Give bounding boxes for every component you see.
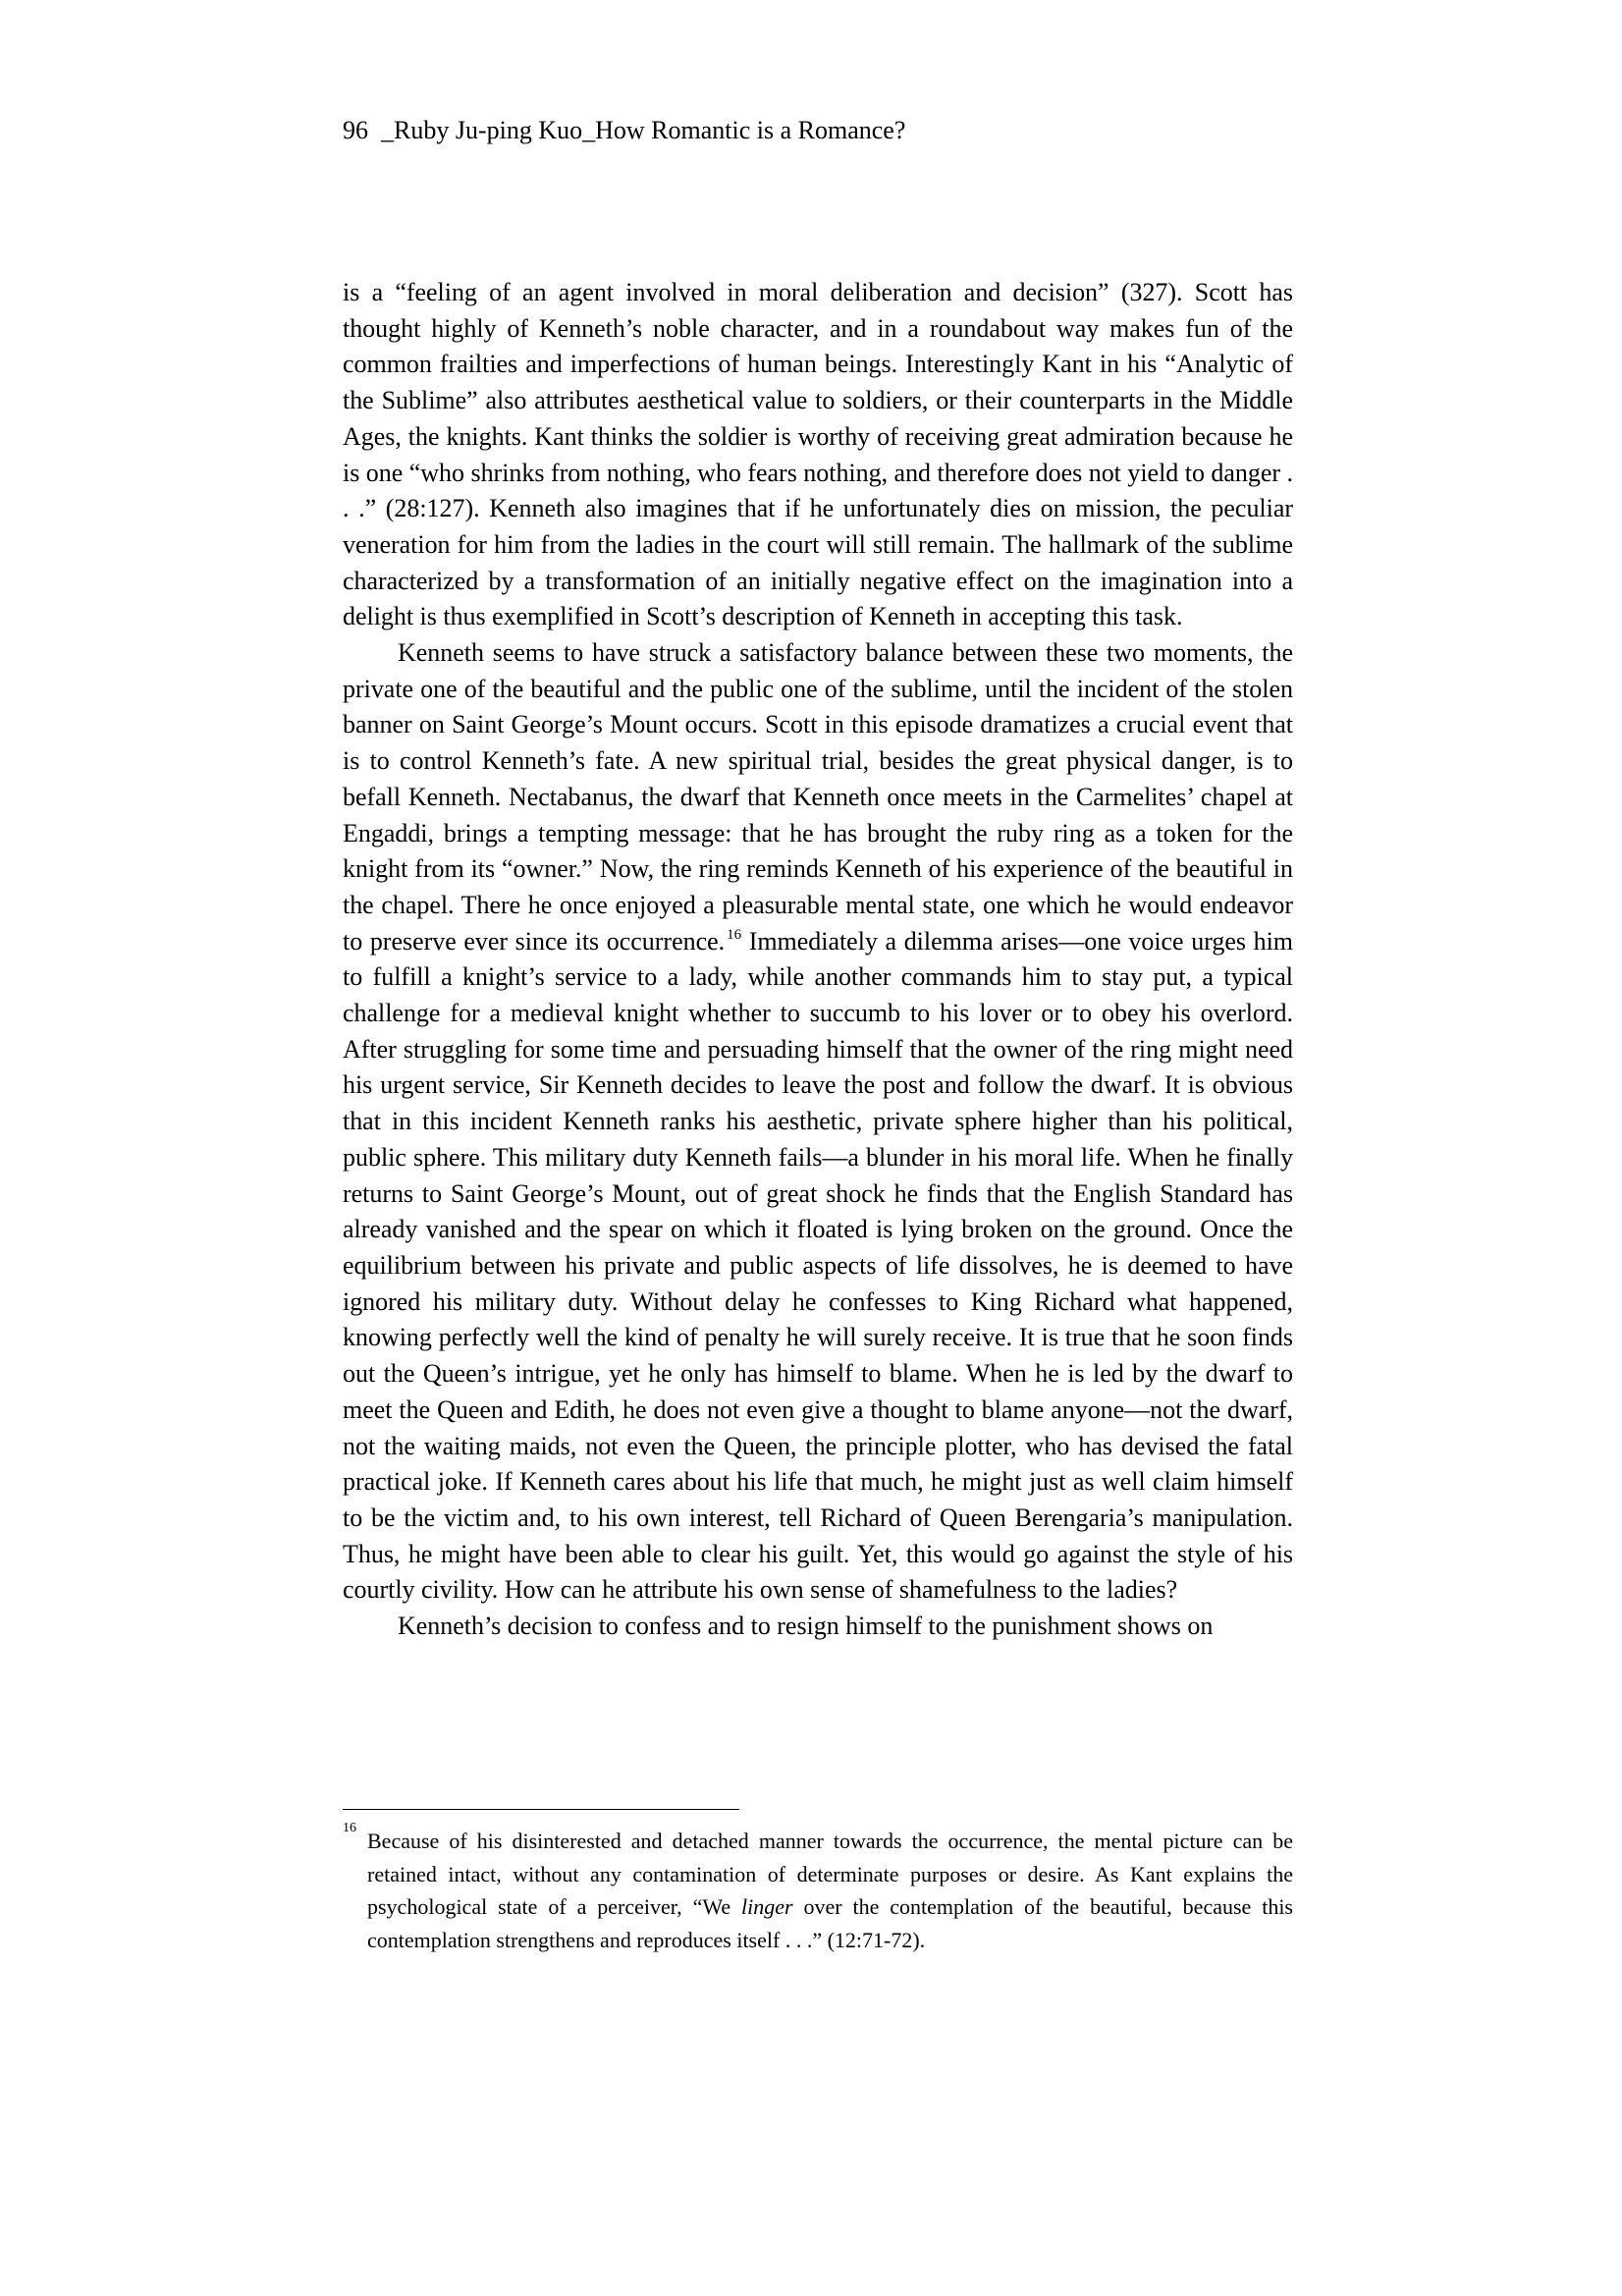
paragraph-2-text-a: Kenneth seems to have struck a satisfactory balance between these two moments, the private one of the beautiful and the public one of the sublime, until the incident of the stolen banner on Saint George’s Mount occurs. Scott in this episode dramatizes a crucial event that is to control Kenneth’s fate. A new spiritual trial, besides the great physical danger, is to befall Kenneth. Nectabanus, the dwarf that Kenneth once meets in the Carmelites’ chapel at Engaddi, brings a tempting message: that he has brought the ruby ring as a token for the knight from its “owner.” Now, the ring reminds Kenneth of his experience of the beautiful in the chapel. There he once enjoyed a pleasurable mental state, one which he would endeavor to preserve ever since its occurrence.: [343, 638, 1293, 956]
paragraph-2: [343, 635, 1293, 1609]
footnote-text-b: over the contemplation of the beautiful, because this contemplation strengthens and reproduces itself . . .” (12:71-72).: [367, 1894, 1293, 1952]
paragraph-3: Kenneth’s decision to confess and to resign himself to the punishment shows on: [398, 1612, 1214, 1641]
footnote-number: 16: [343, 1821, 356, 1835]
main-text: [343, 275, 1293, 1645]
footnote-italic-word: linger: [741, 1894, 793, 1919]
footnote-16: [343, 1821, 1293, 1956]
footnote-divider: [343, 1809, 739, 1810]
footnote-text-a: Because of his disinterested and detached manner towards the occurrence, the mental picture can be retained intact, without any contamination of determinate purposes or desire. As Kant explains the psychological state of a perceiver, “We: [367, 1829, 1293, 1919]
footnote-text: [343, 1825, 1293, 1956]
footnote-reference[interactable]: 16: [727, 926, 742, 943]
paragraph-1: is a “feeling of an agent involved in moral deliberation and decision” (327). Scott has thought highly of Kenneth’s noble character, and in a roundabout way makes fun of the common frailties and imperfections of human beings. Interestingly Kant in his “Analytic of the Sublime” also attributes aesthetical value to soldiers, or their counterparts in the Middle Ages, the knights. Kant thinks the soldier is worthy of receiving great admiration because he is one “who shrinks from nothing, who fears nothing, and therefore does not yield to danger . . .” (28:127). Kenneth also imagines that if he unfortunately dies on mission, the peculiar veneration for him from the ladies in the court will still remain. The hallmark of the sublime characterized by a transformation of an initially negative effect on the imagination into a delight is thus exemplified in Scott’s description of Kenneth in accepting this task.: [343, 278, 1293, 631]
paragraph-2-text-b: Immediately a dilemma arises—one voice urges him to fulfill a knight’s service to a lady, while another commands him to stay put, a typical challenge for a medieval knight whether to succumb to his lover or to obey his overlord. After struggling for some time and persuading himself that the owner of the ring might need his urgent service, Sir Kenneth decides to leave the post and follow the dwarf. It is obvious that in this incident Kenneth ranks his aesthetic, private sphere higher than his political, public sphere. This military duty Kenneth fails—a blunder in his moral life. When he finally returns to Saint George’s Mount, out of great shock he finds that the English Standard has already vanished and the spear on which it floated is lying broken on the ground. Once the equilibrium between his private and public aspects of life dissolves, he is deemed to have ignored his military duty. Without delay he confesses to King Richard what happened, knowing perfectly well the kind of penalty he will surely receive. It is true that he soon finds out the Queen’s intrigue, yet he only has himself to blame. When he is led by the dwarf to meet the Queen and Edith, he does not even give a thought to blame anyone—not the dwarf, not the waiting maids, not even the Queen, the principle plotter, who has devised the fatal practical joke. If Kenneth cares about his life that much, he might just as well claim himself to be the victim and, to his own interest, tell Richard of Queen Berengaria’s manipulation. Thus, he might have been able to clear his guilt. Yet, this would go against the style of his courtly civility. How can he attribute his own sense of shamefulness to the ladies?: [343, 926, 1293, 1605]
running-head: [343, 114, 905, 147]
running-head-text: 96 _Ruby Ju-ping Kuo_How Romantic is a Romance?: [343, 116, 906, 144]
